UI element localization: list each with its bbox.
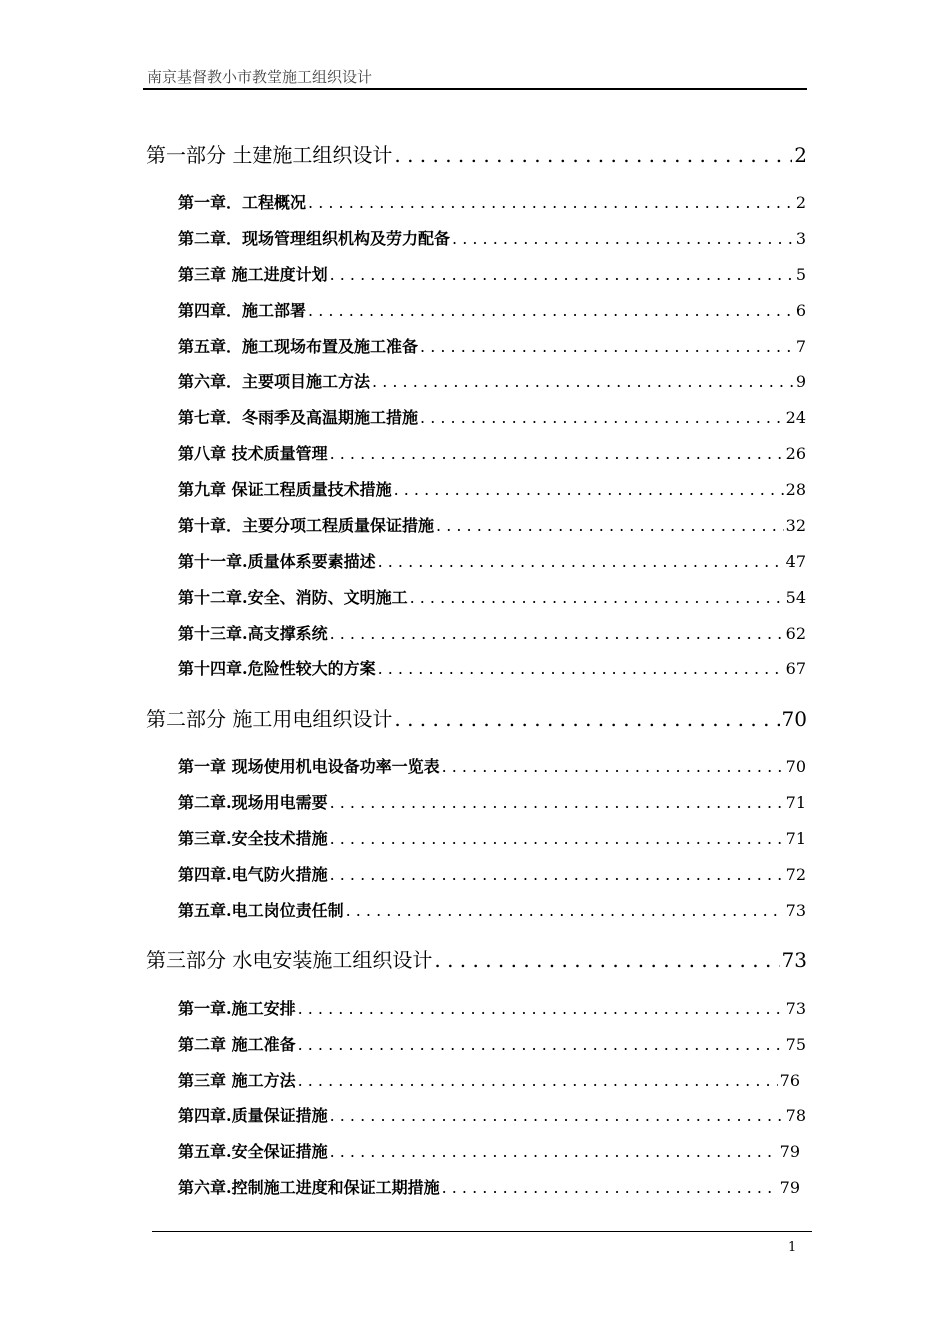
toc-chapter[interactable] xyxy=(178,190,806,214)
toc-leader-dots xyxy=(330,624,784,643)
toc-chapter[interactable] xyxy=(178,369,806,393)
toc-entry-page: 79 xyxy=(779,1178,800,1197)
toc-chapter[interactable] xyxy=(178,585,806,609)
toc-entry-page: 32 xyxy=(785,516,806,535)
toc-chapter[interactable] xyxy=(178,441,806,465)
toc-entry-label: 第七章．冬雨季及高温期施工措施 xyxy=(178,408,419,427)
toc-chapter[interactable] xyxy=(178,656,806,680)
toc-entry-page: 7 xyxy=(795,337,806,356)
toc-entry-page: 71 xyxy=(785,793,806,812)
toc-entry-label: 第十四章.危险性较大的方案 xyxy=(178,659,376,678)
toc-entry-page: 70 xyxy=(781,707,807,731)
toc-entry-label: 第二章 施工准备 xyxy=(178,1035,296,1054)
toc-entry-label: 第二章.现场用电需要 xyxy=(178,793,328,812)
toc-entry-label: 第一章 现场使用机电设备功率一览表 xyxy=(178,757,440,776)
toc-leader-dots xyxy=(346,901,784,920)
toc-entry-page: 28 xyxy=(785,480,806,499)
toc-entry-label: 第九章 保证工程质量技术措施 xyxy=(178,480,392,499)
toc-chapter[interactable] xyxy=(178,790,806,814)
footer-page-number: 1 xyxy=(788,1240,797,1255)
toc-leader-dots xyxy=(298,999,784,1018)
toc-entry-page: 72 xyxy=(785,865,806,884)
toc-entry-label: 第一章.施工安排 xyxy=(178,999,296,1018)
toc-leader-dots xyxy=(372,372,794,391)
toc-leader-dots xyxy=(378,552,784,571)
toc-entry-page: 3 xyxy=(795,229,806,248)
toc-chapter[interactable] xyxy=(178,754,806,778)
toc-leader-dots xyxy=(410,588,784,607)
header-divider xyxy=(143,88,807,90)
toc-entry-page: 71 xyxy=(785,829,806,848)
toc-leader-dots xyxy=(330,829,784,848)
toc-entry-label: 第三章 施工进度计划 xyxy=(178,265,328,284)
toc-entry-page: 2 xyxy=(794,143,807,167)
toc-entry-label: 第八章 技术质量管理 xyxy=(178,444,328,463)
toc-entry-label: 第一章．工程概况 xyxy=(178,193,307,212)
toc-chapter[interactable] xyxy=(178,405,806,429)
toc-leader-dots xyxy=(308,301,794,320)
toc-chapter[interactable] xyxy=(178,298,806,322)
toc-entry-page: 26 xyxy=(785,444,806,463)
toc-leader-dots xyxy=(330,265,794,284)
toc-leader-dots xyxy=(394,707,779,731)
toc-leader-dots xyxy=(330,444,784,463)
toc-entry-label: 第五章.电工岗位责任制 xyxy=(178,901,344,920)
toc-entry-page: 47 xyxy=(785,552,806,571)
toc-part-3[interactable] xyxy=(146,944,807,972)
toc-chapter[interactable] xyxy=(178,826,806,850)
toc-entry-page: 79 xyxy=(779,1142,800,1161)
toc-entry-page: 62 xyxy=(785,624,806,643)
toc-entry-page: 9 xyxy=(795,372,806,391)
toc-entry-label: 第三章 施工方法 xyxy=(178,1071,296,1090)
toc-entry-label: 第四章.电气防火措施 xyxy=(178,865,328,884)
toc-entry-page: 73 xyxy=(785,999,806,1018)
toc-entry-label: 第三章.安全技术措施 xyxy=(178,829,328,848)
toc-entry-label: 第十三章.高支撑系统 xyxy=(178,624,328,643)
toc-chapter[interactable] xyxy=(178,549,806,573)
footer-divider xyxy=(152,1231,812,1232)
toc-leader-dots xyxy=(420,337,794,356)
toc-entry-label: 第十二章.安全、消防、文明施工 xyxy=(178,588,408,607)
toc-entry-label: 第十章．主要分项工程质量保证措施 xyxy=(178,516,435,535)
toc-entry-label: 第十一章.质量体系要素描述 xyxy=(178,552,376,571)
toc-entry-label: 第二部分 施工用电组织设计 xyxy=(146,707,393,731)
toc-leader-dots xyxy=(452,229,794,248)
toc-leader-dots xyxy=(330,1106,784,1125)
toc-leader-dots xyxy=(308,193,794,212)
toc-chapter[interactable] xyxy=(178,1103,806,1127)
toc-leader-dots xyxy=(442,757,784,776)
toc-entry-page: 76 xyxy=(779,1071,800,1090)
toc-part-2[interactable] xyxy=(146,703,807,731)
toc-chapter[interactable] xyxy=(178,996,806,1020)
toc-chapter[interactable] xyxy=(178,226,806,250)
toc-entry-page: 24 xyxy=(785,408,806,427)
toc-leader-dots xyxy=(330,865,784,884)
toc-chapter[interactable] xyxy=(178,1068,800,1092)
toc-entry-label: 第四章.质量保证措施 xyxy=(178,1106,328,1125)
toc-entry-page: 73 xyxy=(785,901,806,920)
toc-leader-dots xyxy=(298,1035,784,1054)
toc-entry-page: 75 xyxy=(785,1035,806,1054)
toc-chapter[interactable] xyxy=(178,898,806,922)
toc-entry-label: 第六章．主要项目施工方法 xyxy=(178,372,371,391)
toc-leader-dots xyxy=(330,1142,778,1161)
toc-entry-label: 第六章.控制施工进度和保证工期措施 xyxy=(178,1178,440,1197)
toc-entry-page: 78 xyxy=(785,1106,806,1125)
toc-chapter[interactable] xyxy=(178,1175,800,1199)
toc-chapter[interactable] xyxy=(178,513,806,537)
toc-entry-page: 2 xyxy=(795,193,806,212)
toc-entry-page: 5 xyxy=(795,265,806,284)
toc-chapter[interactable] xyxy=(178,477,806,501)
toc-leader-dots xyxy=(330,793,784,812)
toc-leader-dots xyxy=(298,1071,778,1090)
toc-entry-page: 67 xyxy=(785,659,806,678)
toc-entry-page: 54 xyxy=(785,588,806,607)
toc-entry-label: 第三部分 水电安装施工组织设计 xyxy=(146,948,433,972)
toc-part-1[interactable] xyxy=(146,139,807,167)
toc-leader-dots xyxy=(378,659,784,678)
toc-leader-dots xyxy=(394,143,792,167)
toc-entry-label: 第五章.安全保证措施 xyxy=(178,1142,328,1161)
toc-entry-page: 70 xyxy=(785,757,806,776)
toc-chapter[interactable] xyxy=(178,1139,800,1163)
header-title: 南京基督教小市教堂施工组织设计 xyxy=(147,68,373,86)
toc-chapter[interactable] xyxy=(178,1032,806,1056)
toc-chapter[interactable] xyxy=(178,334,806,358)
toc-leader-dots xyxy=(394,480,784,499)
toc-leader-dots xyxy=(442,1178,778,1197)
toc-entry-page: 73 xyxy=(781,948,807,972)
toc-entry-label: 第四章．施工部署 xyxy=(178,301,307,320)
toc-entry-label: 第二章．现场管理组织机构及劳力配备 xyxy=(178,229,451,248)
toc-entry-label: 第五章．施工现场布置及施工准备 xyxy=(178,337,419,356)
toc-leader-dots xyxy=(436,516,784,535)
toc-chapter[interactable] xyxy=(178,262,806,286)
toc-chapter[interactable] xyxy=(178,862,806,886)
toc-entry-page: 6 xyxy=(795,301,806,320)
toc-leader-dots xyxy=(420,408,784,427)
toc-entry-label: 第一部分 土建施工组织设计 xyxy=(146,143,393,167)
toc-leader-dots xyxy=(434,948,779,972)
toc-chapter[interactable] xyxy=(178,621,806,645)
